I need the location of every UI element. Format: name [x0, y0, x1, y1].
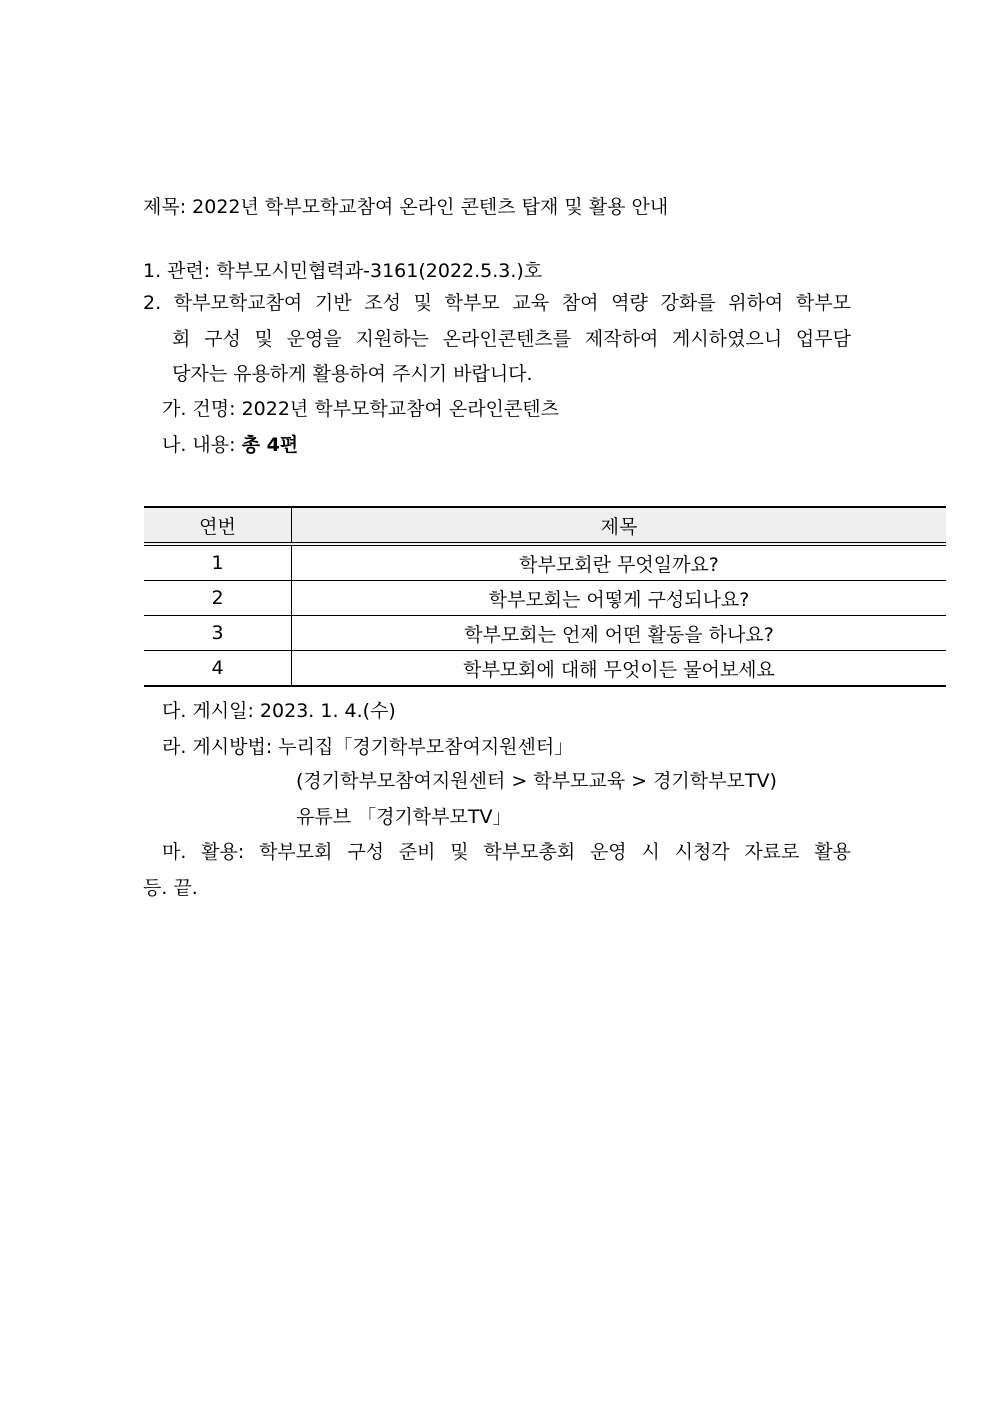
sub-item-ra: 라. 게시방법: 누리집「경기학부모참여지원센터」	[162, 736, 574, 758]
item-2-line-2: 회 구성 및 운영을 지원하는 온라인콘텐츠를 제작하여 게시하였으니 업무담	[172, 328, 851, 350]
sub-item-ma-line-2: 등. 끝.	[143, 877, 198, 899]
table-header-number: 연번	[144, 507, 292, 544]
sub-item-ma-line-1: 마. 활용: 학부모회 구성 준비 및 학부모총회 운영 시 시청각 자료로 활용	[162, 841, 851, 863]
table-cell-title: 학부모회는 어떻게 구성되나요?	[292, 581, 947, 616]
table-row	[144, 544, 946, 581]
item-1-reference: 1. 관련: 학부모시민협력과-3161(2022.5.3.)호	[143, 260, 543, 282]
table-row	[144, 616, 946, 651]
document-subject: 제목: 2022년 학부모학교참여 온라인 콘텐츠 탑재 및 활용 안내	[143, 196, 669, 218]
sub-item-ra-path: (경기학부모참여지원센터 > 학부모교육 > 경기학부모TV)	[296, 770, 777, 792]
sub-item-na-label: 나. 내용:	[162, 434, 242, 456]
table-cell-title: 학부모회는 언제 어떤 활동을 하나요?	[292, 616, 947, 651]
table-cell-number: 1	[144, 544, 292, 581]
table-row	[144, 581, 946, 616]
contents-table	[144, 506, 946, 687]
table-header-title: 제목	[292, 507, 947, 544]
table-header-row	[144, 507, 946, 544]
table-cell-title: 학부모회에 대해 무엇이든 물어보세요	[292, 651, 947, 687]
sub-item-da: 다. 게시일: 2023. 1. 4.(수)	[162, 700, 396, 722]
sub-item-ga: 가. 건명: 2022년 학부모학교참여 온라인콘텐츠	[162, 398, 559, 420]
table-cell-title: 학부모회란 무엇일까요?	[292, 544, 947, 581]
table-cell-number: 2	[144, 581, 292, 616]
item-2-line-3: 당자는 유용하게 활용하여 주시기 바랍니다.	[172, 363, 533, 385]
table-cell-number: 4	[144, 651, 292, 687]
table-cell-number: 3	[144, 616, 292, 651]
sub-item-na-value: 총 4편	[241, 434, 299, 456]
sub-item-ra-youtube: 유튜브 「경기학부모TV」	[296, 806, 512, 828]
table-row	[144, 651, 946, 687]
item-2-line-1: 2. 학부모학교참여 기반 조성 및 학부모 교육 참여 역량 강화를 위하여 학부모	[143, 292, 851, 314]
sub-item-na	[162, 433, 298, 457]
